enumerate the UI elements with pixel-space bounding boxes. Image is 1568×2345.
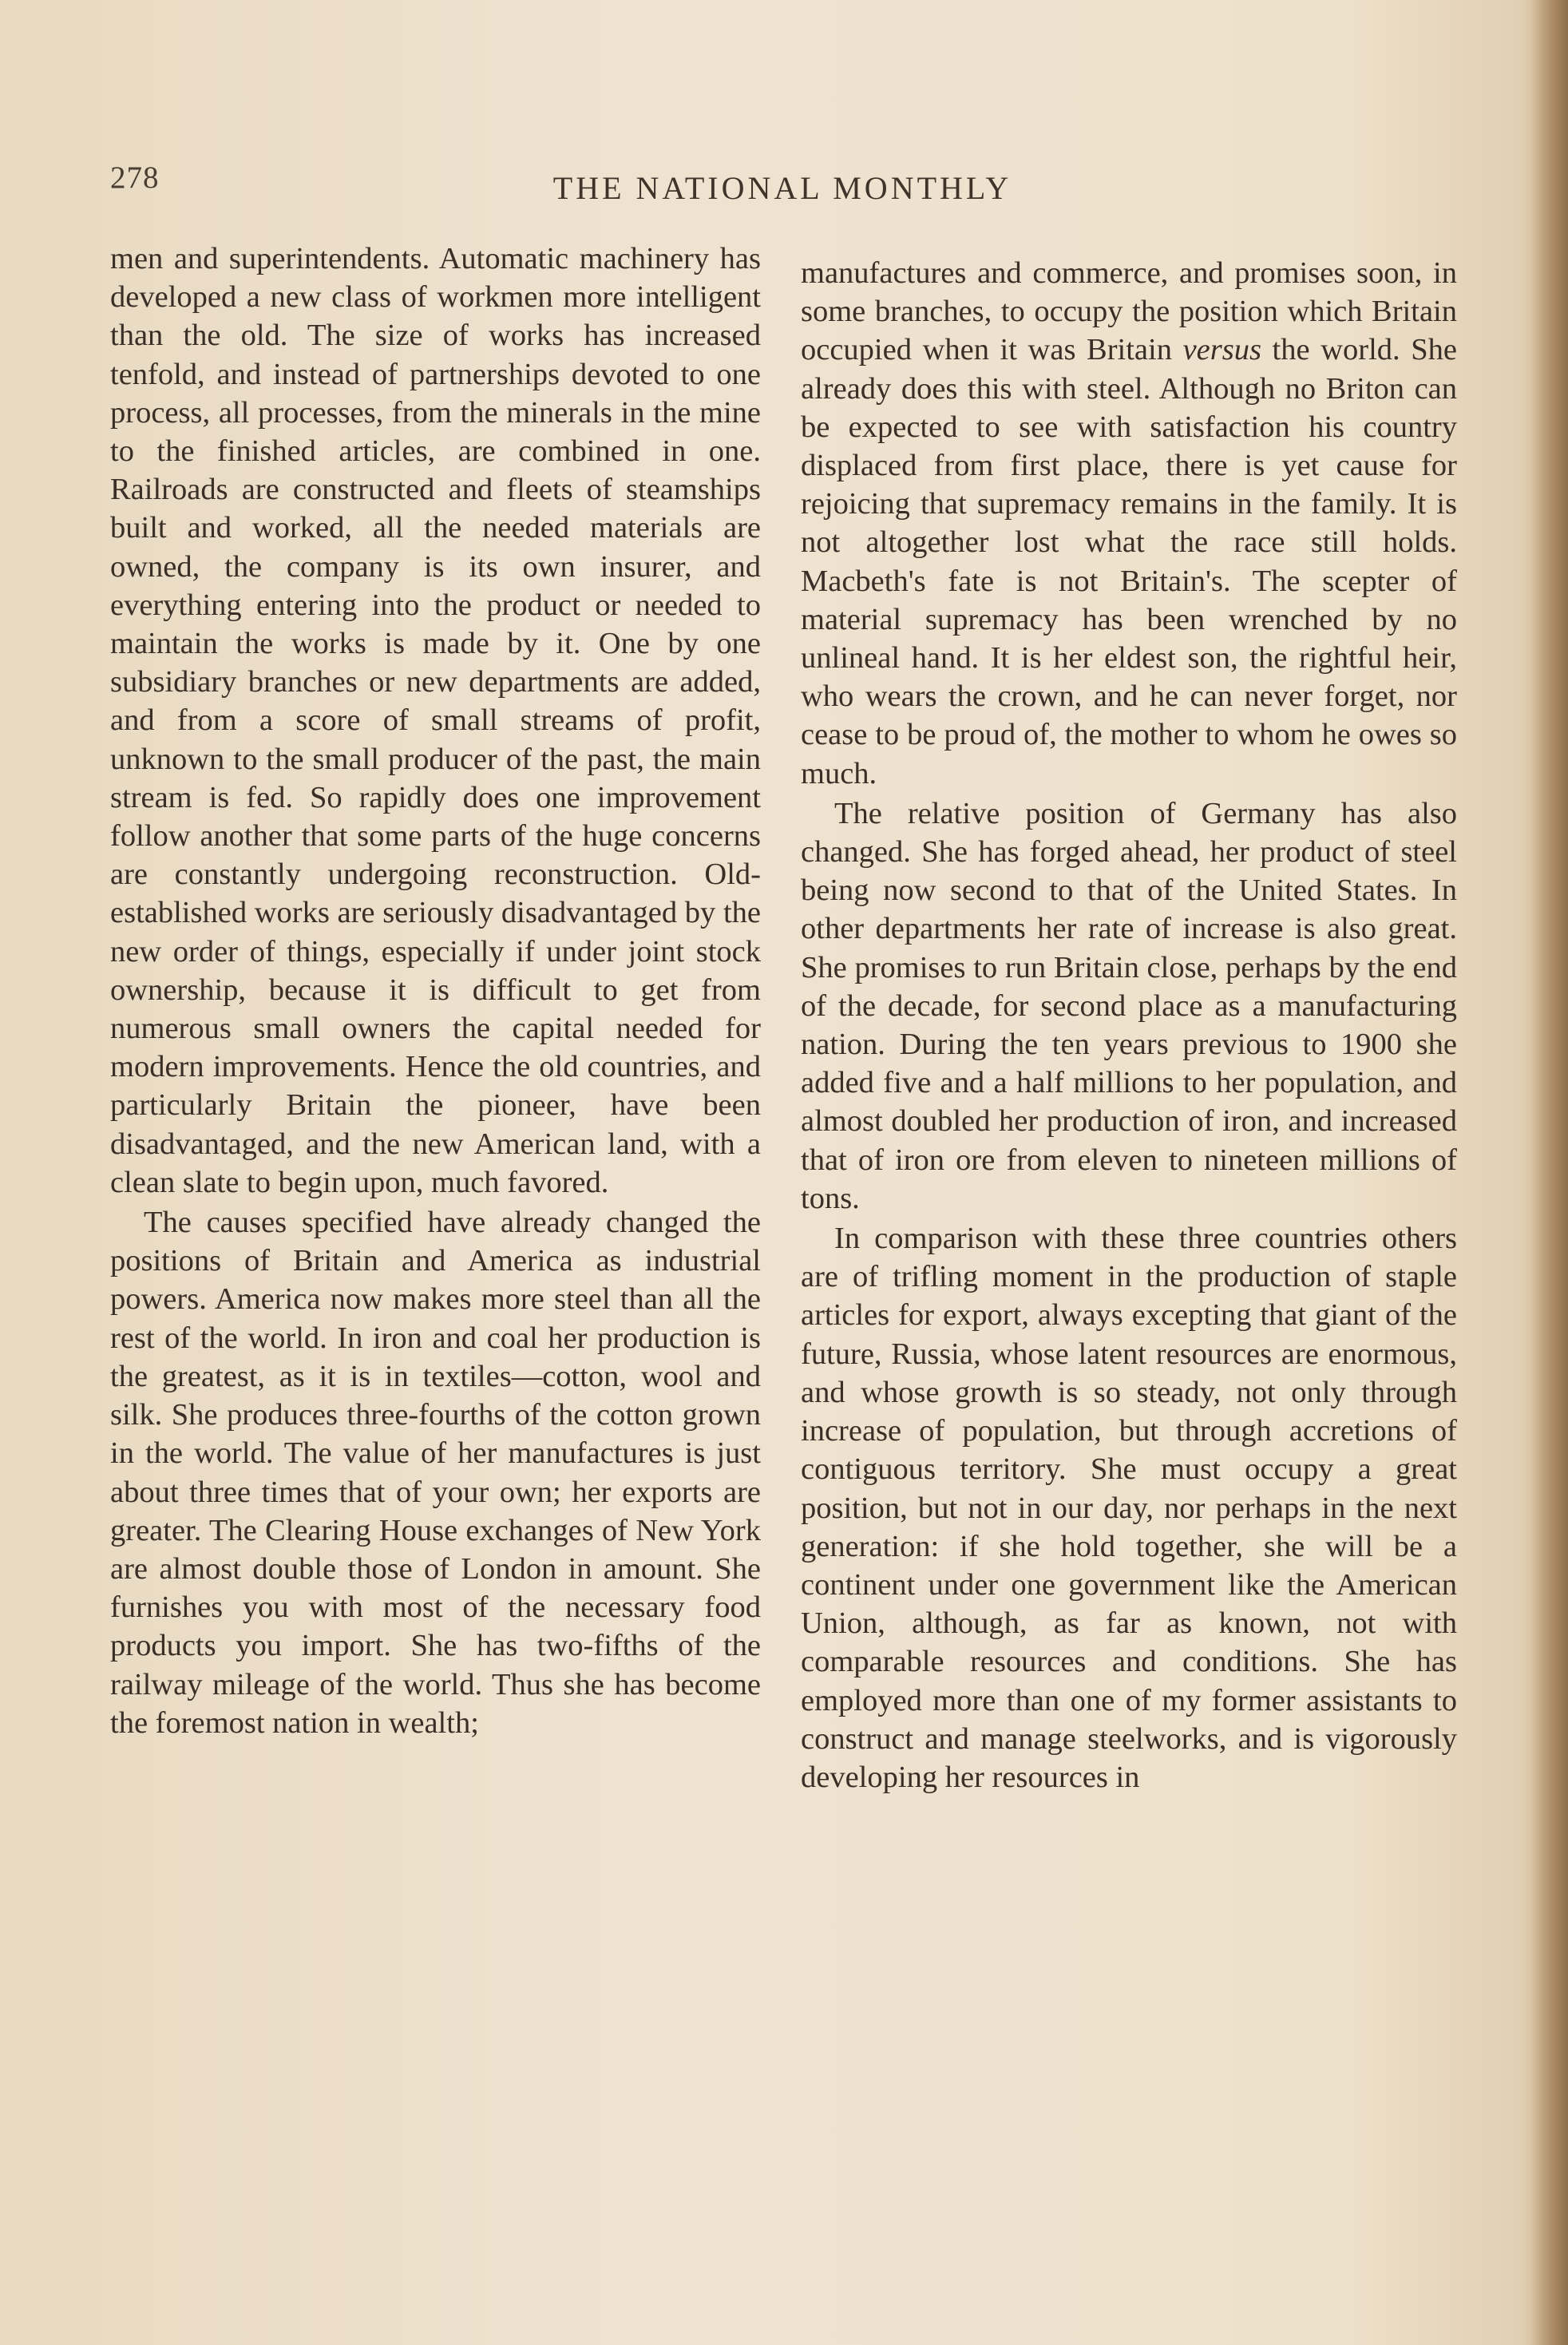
- paragraph-text: manufactures and commerce, and promises soon, in some branches, to occupy the position which Britain occupied when it was Britain: [801, 256, 1457, 367]
- paragraph: [801, 254, 1457, 793]
- italic-word: versus: [1182, 333, 1261, 367]
- running-title: THE NATIONAL MONTHLY: [552, 170, 1012, 206]
- paragraph: In comparison with these three countries others are of trifling moment in the production of staple articles for export, always excepting that giant of the future, Russia, whose latent resources are enormous, and whose growth is so steady, not only through increase of population, but through accretions of contiguous territory. She must occupy a great position, but not in our day, nor perhaps in the next generation: if she hold together, she will be a continent under one government like the American Union, although, as far as known, not with comparable resources and conditions. She has employed more than one of my former assistants to construct and manage steelworks, and is vigorously developing her resources in: [801, 1222, 1457, 1794]
- paragraph: men and superintendents. Automatic machinery has developed a new class of workmen more intelligent than the old. The size of works has increased tenfold, and instead of partnerships devoted to one process, all processes, from the minerals in the mine to the finished articles, are combined in one. Railroads are constructed and fleets of steamships built and worked, all the needed materials are owned, the company is its own insurer, and everything entering into the product or needed to maintain the works is made by it. One by one subsidiary branches or new departments are added, and from a score of small streams of profit, unknown to the small producer of the past, the main stream is fed. So rapidly does one improvement follow another that some parts of the huge concerns are constantly undergoing reconstruction. Old-established works are seriously disadvantaged by the new order of things, especially if under joint stock ownership, because it is difficult to get from numerous small owners the capital needed for modern improvements. Hence the old countries, and particularly Britain the pioneer, have been disadvantaged, and the new American land, with a clean slate to begin upon, much favored.: [110, 242, 761, 1199]
- page-edge-shadow: [1531, 0, 1568, 2345]
- paragraph: The causes specified have already changed the positions of Britain and America as industrial powers. America now makes more steel than all the rest of the world. In iron and coal her production is the greatest, as it is in textiles—cotton, wool and silk. She produces three-fourths of the cotton grown in the world. The value of her manufactures is just about three times that of your own; her exports are greater. The Clearing House exchanges of New York are almost double those of London in amount. She furnishes you with most of the necessary food products you import. She has two-fifths of the railway mileage of the world. Thus she has become the foremost nation in wealth;: [110, 1206, 761, 1740]
- right-column: [801, 254, 1457, 1796]
- left-column: [110, 240, 761, 1742]
- paragraph: The relative position of Germany has also changed. She has forged ahead, her product of steel being now second to that of the United States. In other departments her rate of increase is also great. She promises to run Britain close, perhaps by the end of the decade, for second place as a manufacturing nation. During the ten years previous to 1900 she added five and a half millions to her population, and almost doubled her production of iron, and increased that of iron ore from eleven to nineteen millions of tons.: [801, 796, 1457, 1215]
- paragraph-text: the world. She already does this with steel. Although no Briton can be expected to see with satisfaction his country displaced from first place, there is yet cause for rejoicing that supremacy remains in the family. It is not altogether lost what the race still holds. Macbeth's fate is not Britain's. The scepter of material supremacy has been wrenched by no unlineal hand. It is her eldest son, the rightful heir, who wears the crown, and he can never forget, nor cease to be proud of, the mother to whom he owes so much.: [801, 333, 1457, 790]
- page-number: 278: [110, 160, 160, 195]
